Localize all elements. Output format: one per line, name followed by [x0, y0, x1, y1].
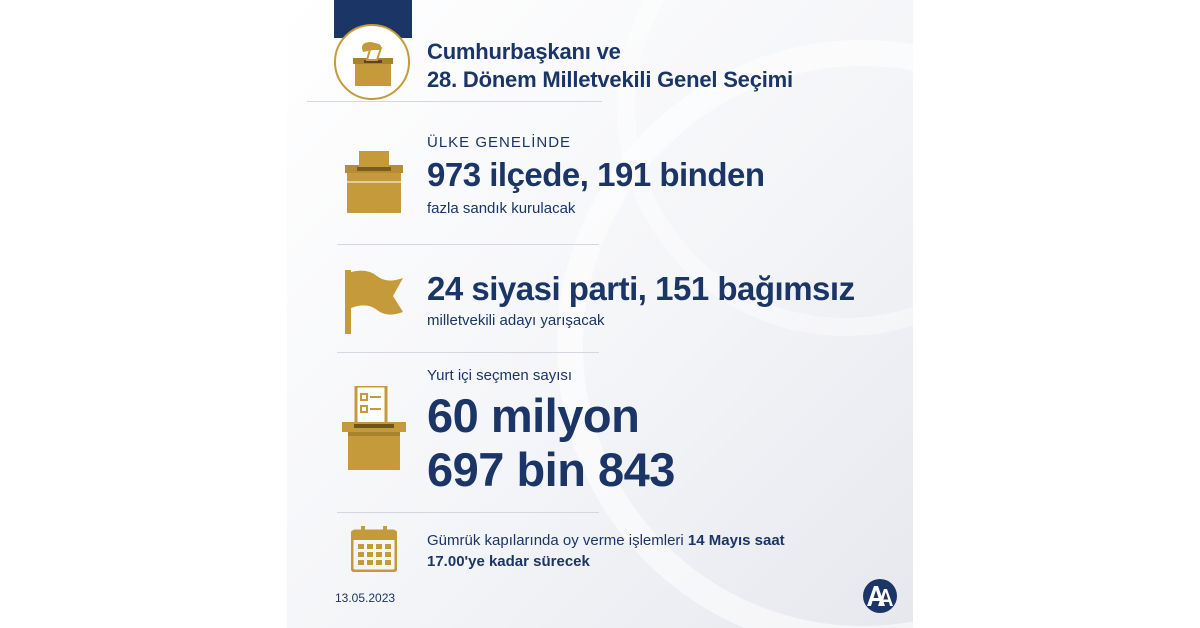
ballot-hand-icon — [349, 38, 397, 88]
divider — [337, 352, 599, 353]
section2-subtext: milletvekili adayı yarışacak — [427, 312, 605, 329]
title-line-2: 28. Dönem Milletvekili Genel Seçimi — [427, 67, 793, 92]
voter-count-line-2: 697 bin 843 — [427, 443, 675, 496]
section2-headline: 24 siyasi parti, 151 bağımsız — [427, 270, 855, 307]
divider — [307, 101, 602, 102]
infographic-card — [287, 0, 913, 628]
aa-logo-icon — [862, 578, 898, 614]
header-badge — [334, 24, 410, 100]
note-bold-text: 14 Mayıs saat 17.00'ye kadar sürecek — [427, 532, 785, 570]
customs-voting-note — [427, 530, 827, 572]
note-text: Gümrük kapılarında oy verme işlemleri — [427, 532, 688, 549]
section3-label: Yurt içi seçmen sayısı — [427, 367, 573, 384]
section1-headline: 973 ilçede, 191 binden — [427, 156, 765, 193]
title-line-1: Cumhurbaşkanı ve — [427, 39, 621, 64]
flag-icon — [343, 268, 405, 334]
divider — [337, 512, 599, 513]
ballot-checklist-icon — [342, 386, 406, 472]
section1-subtext: fazla sandık kurulacak — [427, 200, 576, 217]
page-title — [427, 38, 793, 94]
section1-label: ÜLKE GENELİNDE — [427, 134, 572, 151]
ballot-box-icon — [345, 151, 403, 213]
calendar-icon — [351, 526, 397, 572]
publish-date: 13.05.2023 — [335, 591, 396, 605]
divider — [337, 244, 599, 245]
voter-count-line-1: 60 milyon — [427, 389, 640, 442]
